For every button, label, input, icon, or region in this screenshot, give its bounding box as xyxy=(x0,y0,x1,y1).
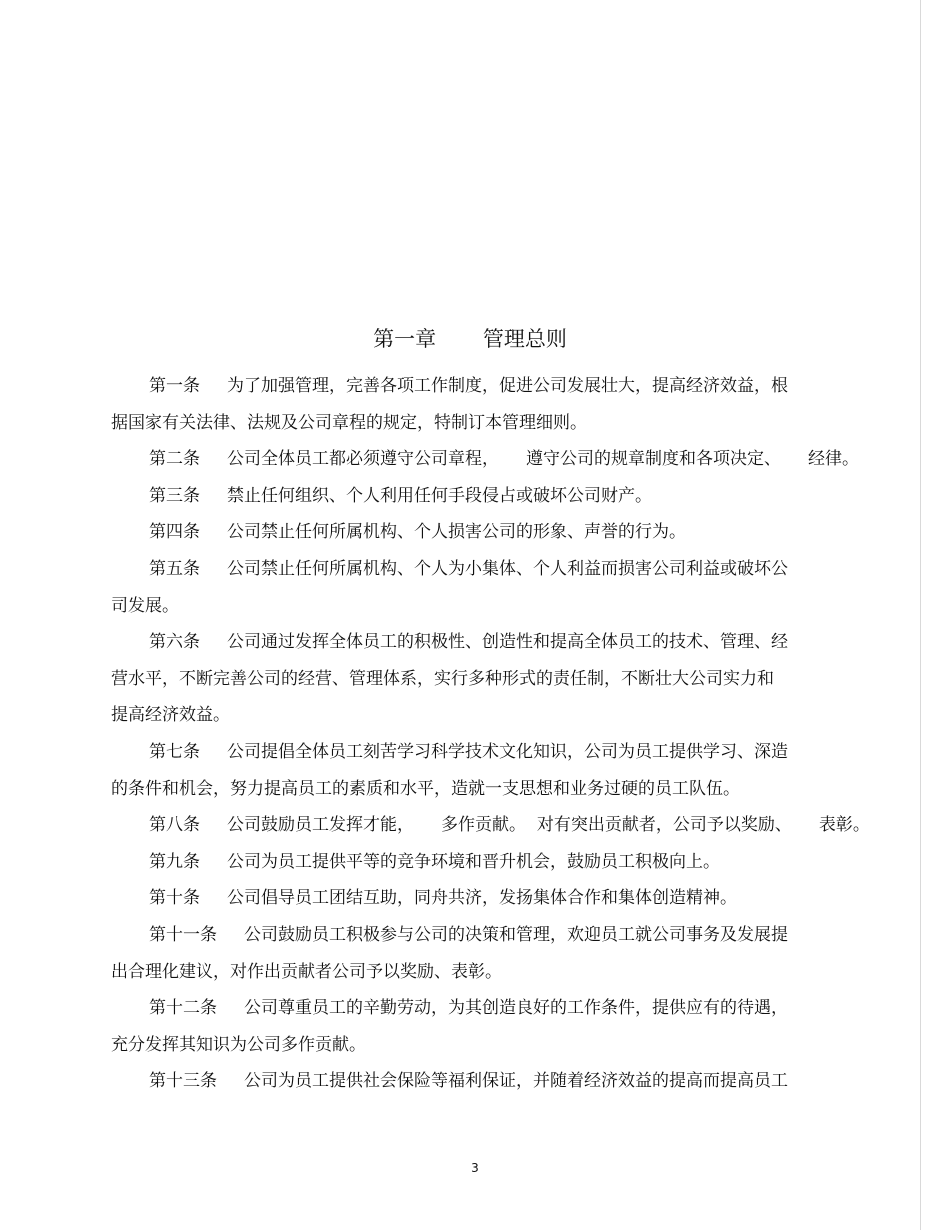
article-3 xyxy=(111,478,841,515)
article-11 xyxy=(111,917,841,990)
article-line: 第十二条 公司尊重员工的辛勤劳动，为其创造良好的工作条件，提供应有的待遇， xyxy=(149,998,789,1019)
article-line: 提高经济效益。 xyxy=(111,705,230,726)
article-line: 第十三条 公司为员工提供社会保险等福利保证，并随着经济效益的提高而提高员工 xyxy=(149,1071,789,1092)
article-line: 营水平，不断完善公司的经营、管理体系，实行多种形式的责任制，不断壮大公司实力和 xyxy=(111,668,774,689)
article-10 xyxy=(111,880,841,917)
article-2 xyxy=(111,441,860,478)
page-edge-divider xyxy=(920,0,921,1230)
article-6 xyxy=(111,624,841,734)
article-line: 第十一条 公司鼓励员工积极参与公司的决策和管理，欢迎员工就公司事务及发展提 xyxy=(149,924,789,945)
article-list xyxy=(111,368,870,1100)
article-line: 第一条 为了加强管理，完善各项工作制度，促进公司发展壮大，提高经济效益，根 xyxy=(149,376,789,396)
article-1 xyxy=(111,368,841,441)
article-line: 第六条 公司通过发挥全体员工的积极性、创造性和提高全体员工的技术、管理、经 xyxy=(149,632,789,653)
article-7 xyxy=(111,734,841,807)
article-line: 第二条 公司全体员工都必须遵守公司章程， 遵守公司的规章制度和各项决定、 经律。 xyxy=(149,449,860,470)
article-line: 据国家有关法律、法规及公司章程的规定，特制订本管理细则。 xyxy=(111,412,587,433)
article-line: 第九条 公司为员工提供平等的竞争环境和晋升机会，鼓励员工积极向上。 xyxy=(149,851,721,872)
page-number: 3 xyxy=(471,1161,479,1175)
article-line: 第四条 公司禁止任何所属机构、个人损害公司的形象、声誉的行为。 xyxy=(149,522,687,543)
article-line: 第十条 公司倡导员工团结互助，同舟共济，发扬集体合作和集体创造精神。 xyxy=(149,888,738,909)
article-9 xyxy=(111,844,841,881)
article-4 xyxy=(111,514,841,551)
article-line: 的条件和机会，努力提高员工的素质和水平，造就一支思想和业务过硬的员工队伍。 xyxy=(111,778,740,799)
article-12 xyxy=(111,990,841,1063)
chapter-title: 第一章 管理总则 xyxy=(373,327,567,351)
article-line: 第五条 公司禁止任何所属机构、个人为小集体、个人利益而损害公司利益或破坏公 xyxy=(149,558,789,579)
article-line: 第七条 公司提倡全体员工刻苦学习科学技术文化知识，公司为员工提供学习、深造 xyxy=(149,741,789,762)
article-line: 司发展。 xyxy=(111,595,179,616)
article-line: 充分发挥其知识为公司多作贡献。 xyxy=(111,1034,366,1055)
article-line: 出合理化建议，对作出贡献者公司予以奖励、表彰。 xyxy=(111,961,502,982)
article-8 xyxy=(111,807,870,844)
article-line: 第三条 禁止任何组织、个人利用任何手段侵占或破坏公司财产。 xyxy=(149,485,653,506)
article-5 xyxy=(111,551,841,624)
article-line: 第八条 公司鼓励员工发挥才能， 多作贡献。 对有突出贡献者，公司予以奖励、 表彰。 xyxy=(149,815,870,836)
article-13 xyxy=(111,1063,841,1100)
